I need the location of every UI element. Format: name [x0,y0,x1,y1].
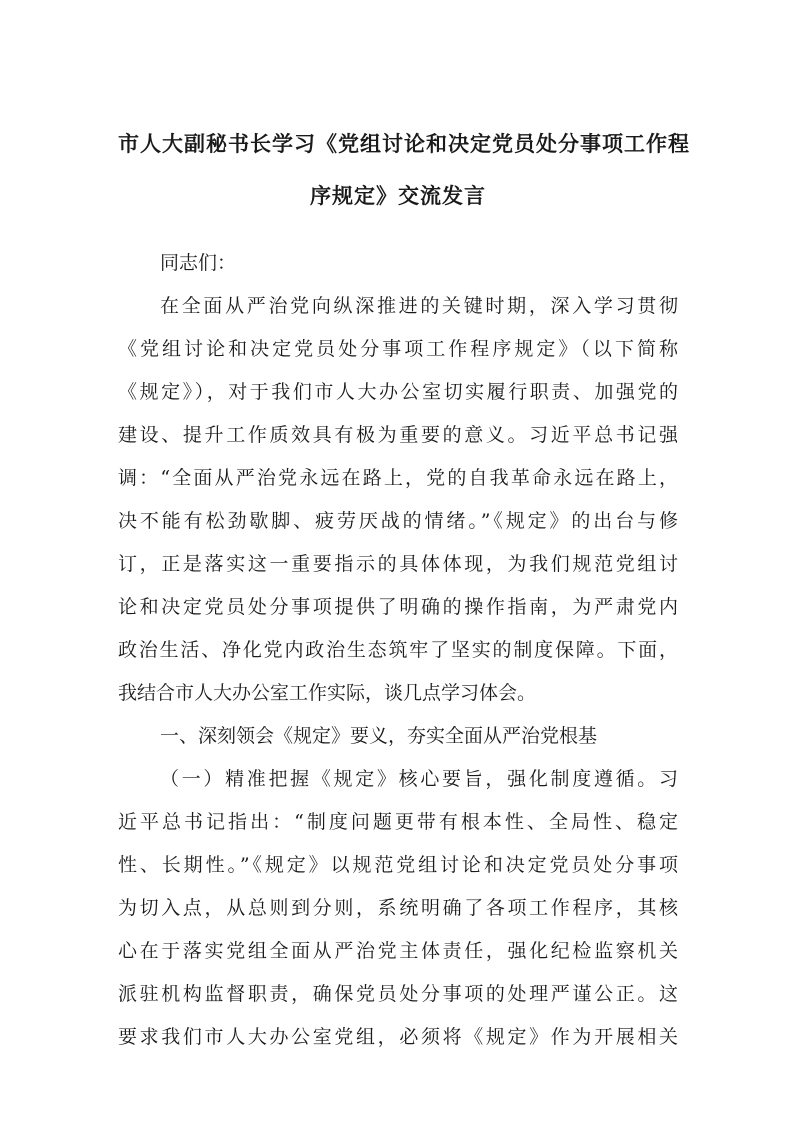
paragraph-line: 我结合市人大办公室工作实际，谈几点学习体会。 [118,682,537,704]
paragraph-line: 近平总书记指出：“制度问题更带有根本性、全局性、稳定 [118,811,678,833]
paragraph-line: 要求我们市人大办公室党组，必须将《规定》作为开展相关 [118,1026,678,1048]
paragraph-line: 心在于落实党组全面从严治党主体责任，强化纪检监察机关 [118,940,678,962]
section-heading: 一、深刻领会《规定》要义，夯实全面从严治党根基 [160,725,598,747]
paragraph-line: 调：“全面从严治党永远在路上，党的自我革命永远在路上， [118,467,678,489]
paragraph-line: 决不能有松劲歇脚、疲劳厌战的情绪。”《规定》的出台与修 [118,510,678,532]
paragraph-line: 为切入点，从总则到分则，系统明确了各项工作程序，其核 [118,897,678,919]
paragraph-line: 派驻机构监督职责，确保党员处分事项的处理严谨公正。这 [118,983,678,1005]
paragraph-line: 订，正是落实这一重要指示的具体体现，为我们规范党组讨 [118,553,678,575]
paragraph-line: 《规定》），对于我们市人大办公室切实履行职责、加强党的 [118,381,678,403]
paragraph-line: 政治生活、净化党内政治生态筑牢了坚实的制度保障。下面， [118,639,678,661]
document-title-line-2: 序规定》交流发言 [310,183,486,208]
paragraph-line: （一）精准把握《规定》核心要旨，强化制度遵循。习 [160,768,678,790]
paragraph-line: 建设、提升工作质效具有极为重要的意义。习近平总书记强 [118,424,678,446]
paragraph-line: 《党组讨论和决定党员处分事项工作程序规定》（以下简称 [118,338,678,360]
paragraph-line: 在全面从严治党向纵深推进的关键时期，深入学习贯彻 [160,295,678,317]
document-title-line-1: 市人大副秘书长学习《党组讨论和决定党员处分事项工作程 [118,131,690,156]
salutation: 同志们： [160,252,237,274]
paragraph-line: 论和决定党员处分事项提供了明确的操作指南，为严肃党内 [118,596,678,618]
paragraph-line: 性、长期性。”《规定》以规范党组讨论和决定党员处分事项 [118,854,678,876]
